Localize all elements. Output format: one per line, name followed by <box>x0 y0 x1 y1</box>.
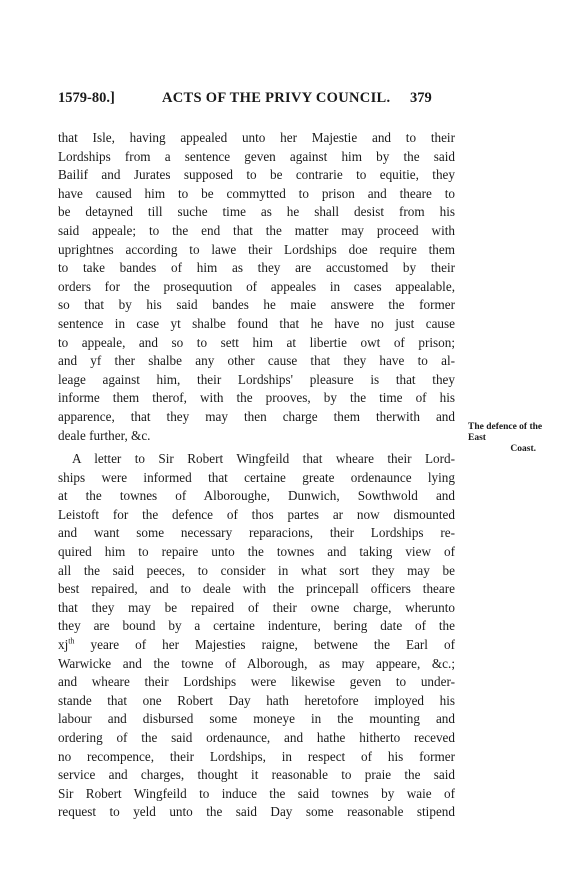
margin-note <box>468 422 548 455</box>
text-line: at the townes of Alboroughe, Dunwich, Sowthwold and <box>58 488 455 504</box>
text-line: said appeale; to the end that the matter may proceed with <box>58 222 455 238</box>
text-line: that Isle, having appealed unto her Majestie and to their <box>58 130 455 145</box>
main-text <box>58 129 455 822</box>
text-line: and want some necessary reparacions, their Lordships re- <box>58 525 455 541</box>
text-line: all the said peeces, to consider in what sort they may be <box>58 562 455 578</box>
page-number: 379 <box>410 90 432 106</box>
text-line: to take bandes of him as they are accustomed by their <box>58 260 455 276</box>
text-line: they are bound by a certaine indenture, bering date of the <box>58 618 455 634</box>
paragraph-wingfeild-letter <box>58 450 455 822</box>
ordinal-superscript: th <box>68 636 75 646</box>
text-line: so that by his said bandes he maie answere the former <box>58 297 455 313</box>
text-line: ships were informed that certaine greate ordenaunce lying <box>58 469 455 485</box>
text-line: be detayned till suche time as he shall desist from his <box>58 204 455 220</box>
text-line: and yf ther shalbe any other cause that they have to al- <box>58 353 455 369</box>
text-line: Lordships from a sentence geven against him by the said <box>58 148 455 164</box>
text-line: orders for the prosequution of appeales in cases appealable, <box>58 278 455 294</box>
text-line: that they may be repaired of their owne charge, wherunto <box>58 599 455 615</box>
text-line: sentence in case yt shalbe found that he have no just cause <box>58 315 455 331</box>
text-line: leage against him, their Lordships' pleasure is that they <box>58 371 455 387</box>
text-line-regnal-year <box>58 636 455 655</box>
text-line: informe them therof, with the prooves, by the time of his <box>58 390 455 406</box>
paragraph-appeal <box>58 129 455 445</box>
text-line: have caused him to be commytted to prison and theare to <box>58 185 455 201</box>
running-title: ACTS OF THE PRIVY COUNCIL. <box>162 90 391 106</box>
regnal-line-rest: yeare of her Majesties raigne, betwene the Earl of <box>74 637 455 653</box>
text-line: labour and disbursed some moneye in the mounting and <box>58 711 455 727</box>
text-line: request to yeld unto the said Day some reasonable stipend <box>58 804 455 820</box>
text-line: ordering of the said ordenaunce, and hathe hitherto receved <box>58 730 455 745</box>
text-line: uprightnes according to lawe their Lordships doe require them <box>58 241 455 257</box>
text-line: and wheare their Lordships were likewise geven to under- <box>58 674 455 690</box>
text-line: Bailif and Jurates supposed to be contrarie to equitie, they <box>58 167 455 183</box>
text-line: to appeale, and so to sett him at libertie owt of prison; <box>58 334 455 350</box>
text-line: best repaired, and to deale with the princepall officers theare <box>58 581 455 597</box>
text-line: A letter to Sir Robert Wingfeild that wheare their Lord- <box>72 451 455 467</box>
text-line: deale further, &c. <box>58 427 151 443</box>
text-line: quired him to repaire unto the townes and taking view of <box>58 544 455 560</box>
text-line: stande that one Robert Day hath heretofore imployed his <box>58 692 455 708</box>
regnal-numeral: xj <box>58 637 69 653</box>
text-line: Sir Robert Wingfeild to induce the said townes by waie of <box>58 785 455 801</box>
margin-note-line: Coast. <box>510 444 536 454</box>
text-line: no recompence, their Lordships, in respect of his former <box>58 748 455 764</box>
text-line: service and charges, thought it reasonable to praie the said <box>58 767 455 783</box>
text-line: Warwicke and the towne of Alborough, as may appeare, &c.; <box>58 655 455 671</box>
text-line: apparence, that they may then charge them therwith and <box>58 408 455 424</box>
text-line: Leistoft for the defence of thos partes ar now dismounted <box>58 506 455 522</box>
date-range: 1579-80.] <box>58 90 115 106</box>
margin-note-line: The defence of the East <box>468 422 543 443</box>
running-header <box>58 90 458 114</box>
